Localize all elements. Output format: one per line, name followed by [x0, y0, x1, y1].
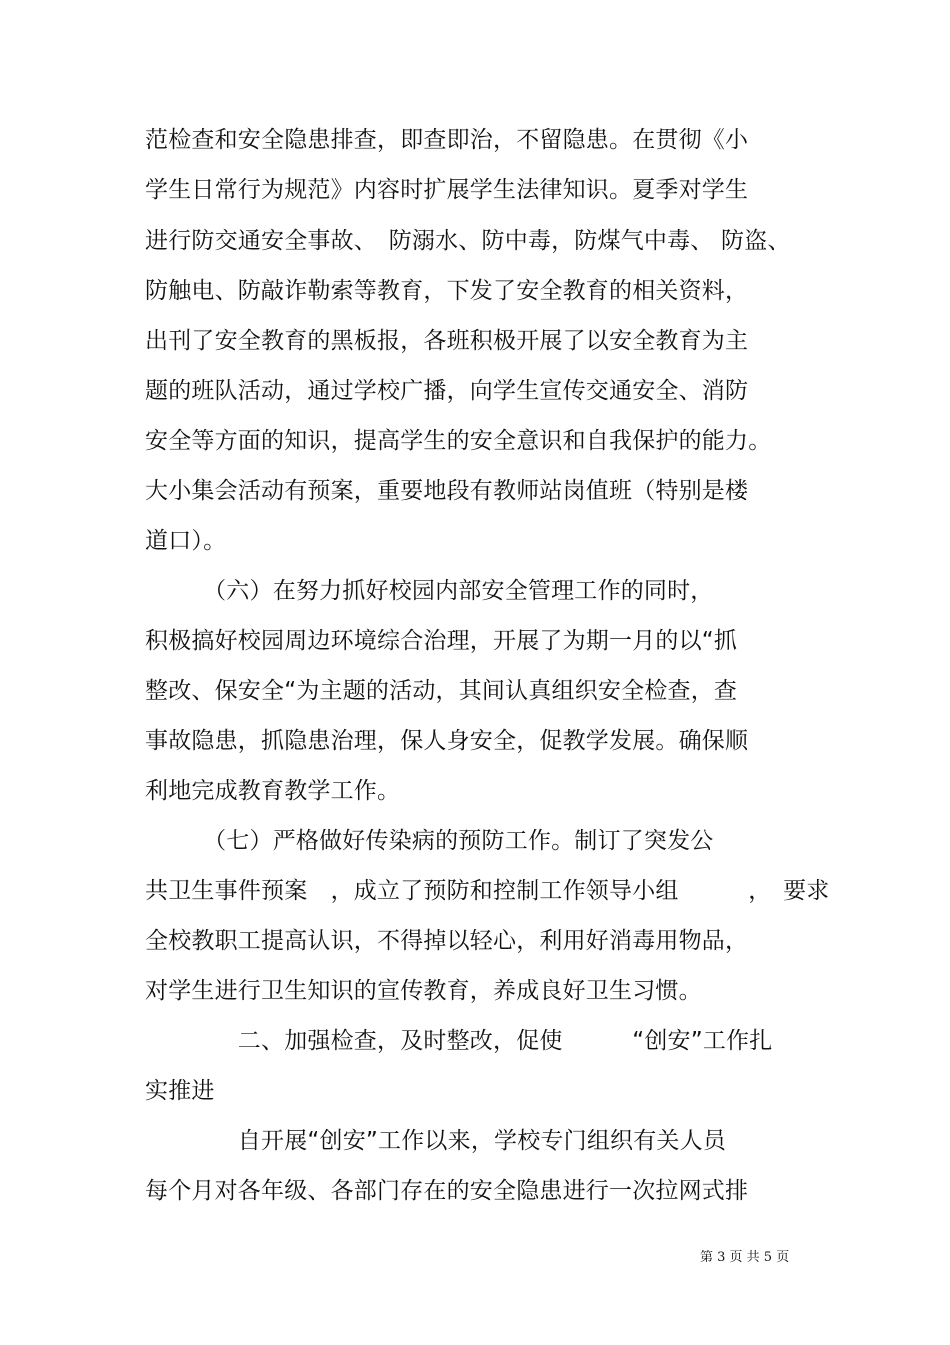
text-line-5: 出刊了安全教育的黑板报，各班积极开展了以安全教育为主 — [145, 328, 749, 354]
text-line-16: 共卫生事件预案 ，成立了预防和控制工作领导小组 ， 要求 — [145, 878, 830, 904]
text-line-12: 整改、保安全“为主题的活动，其间认真组织安全检查，查 — [145, 678, 738, 704]
text-line-20: 实推进 — [145, 1078, 215, 1104]
text-line-11: 积极搞好校园周边环境综合治理，开展了为期一月的以“抓 — [145, 628, 738, 654]
text-line-21: 自开展“创安”工作以来，学校专门组织有关人员 — [145, 1128, 727, 1154]
text-line-1: 范检查和安全隐患排查，即查即治，不留隐患。在贯彻《小 — [145, 127, 749, 153]
text-line-7: 安全等方面的知识，提高学生的安全意识和自我保护的能力。 — [145, 428, 772, 454]
text-line-14: 利地完成教育教学工作。 — [145, 778, 401, 804]
page-number-footer: 第 3 页 共 5 页 — [700, 1250, 790, 1265]
text-line-6: 题的班队活动，通过学校广播，向学生宣传交通安全、消防 — [145, 378, 749, 404]
text-line-2: 学生日常行为规范》内容时扩展学生法律知识。夏季对学生 — [145, 177, 749, 203]
text-line-4: 防触电、防敲诈勒索等教育，下发了安全教育的相关资料， — [145, 278, 749, 304]
text-line-3: 进行防交通安全事故、 防溺水、防中毒，防煤气中毒、 防盗、 — [145, 228, 791, 254]
text-line-19: 二、加强检查，及时整改，促使 “创安”工作扎 — [145, 1028, 773, 1054]
text-line-8: 大小集会活动有预案，重要地段有教师站岗值班（特别是楼 — [145, 478, 749, 504]
text-line-13: 事故隐患，抓隐患治理，保人身安全，促教学发展。确保顺 — [145, 728, 749, 754]
text-line-17: 全校教职工提高认识，不得掉以轻心，利用好消毒用物品， — [145, 928, 749, 954]
text-line-18: 对学生进行卫生知识的宣传教育，养成良好卫生习惯。 — [145, 978, 702, 1004]
text-line-22: 每个月对各年级、各部门存在的安全隐患进行一次拉网式排 — [145, 1178, 749, 1204]
text-line-15: （七）严格做好传染病的预防工作。制订了突发公 — [145, 828, 714, 854]
text-line-9: 道口）。 — [145, 528, 227, 554]
text-line-10: （六）在努力抓好校园内部安全管理工作的同时， — [145, 578, 714, 604]
